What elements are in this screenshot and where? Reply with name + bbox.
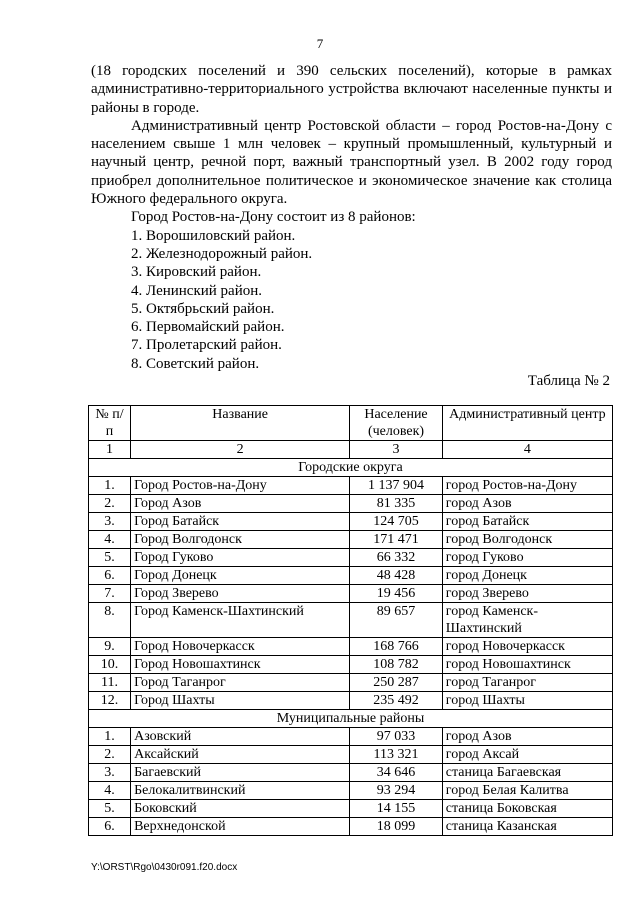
cell-population: 168 766 (350, 638, 443, 656)
cell-number: 2. (89, 746, 131, 764)
district-item: 7. Пролетарский район. (131, 337, 282, 354)
cell-number: 4. (89, 782, 131, 800)
table-row (89, 728, 613, 746)
cell-admin-center: город Белая Калитва (442, 782, 612, 800)
table-row (89, 656, 613, 674)
header-name: Название (131, 406, 350, 441)
cell-population: 93 294 (350, 782, 443, 800)
table-row (89, 782, 613, 800)
cell-population: 97 033 (350, 728, 443, 746)
table-header-row (89, 406, 613, 441)
table-row (89, 477, 613, 495)
column-number: 3 (350, 441, 443, 459)
table-row (89, 800, 613, 818)
district-item: 4. Ленинский район. (131, 282, 263, 299)
file-path-footer: Y:\ORST\Rgo\0430r091.f20.docx (91, 862, 238, 873)
table-row (89, 531, 613, 549)
column-numbers-row (89, 441, 613, 459)
cell-name: Город Гуково (131, 549, 350, 567)
cell-population: 48 428 (350, 567, 443, 585)
cell-number: 9. (89, 638, 131, 656)
table-row (89, 549, 613, 567)
cell-number: 7. (89, 585, 131, 603)
cell-admin-center: город Ростов-на-Дону (442, 477, 612, 495)
table-row (89, 692, 613, 710)
table-row (89, 513, 613, 531)
cell-admin-center: станица Казанская (442, 818, 612, 836)
cell-admin-center: город Новошахтинск (442, 656, 612, 674)
cell-name: Город Каменск-Шахтинский (131, 603, 350, 638)
district-item: 2. Железнодорожный район. (131, 245, 313, 262)
cell-name: Город Донецк (131, 567, 350, 585)
cell-population: 18 099 (350, 818, 443, 836)
header-admin-center: Административный центр (442, 406, 612, 441)
population-table (88, 405, 613, 836)
table-row (89, 567, 613, 585)
cell-number: 3. (89, 513, 131, 531)
section-header-row (89, 459, 613, 477)
cell-number: 3. (89, 764, 131, 782)
cell-name: Город Шахты (131, 692, 350, 710)
cell-name: Город Батайск (131, 513, 350, 531)
cell-population: 113 321 (350, 746, 443, 764)
cell-name: Город Азов (131, 495, 350, 513)
cell-population: 89 657 (350, 603, 443, 638)
table-row (89, 764, 613, 782)
cell-name: Город Таганрог (131, 674, 350, 692)
cell-number: 5. (89, 800, 131, 818)
cell-number: 6. (89, 567, 131, 585)
section-title: Муниципальные районы (89, 710, 613, 728)
cell-number: 1. (89, 477, 131, 495)
table-caption: Таблица № 2 (527, 373, 610, 389)
paragraph-districts-intro: Город Ростов-на-Дону состоит из 8 районов: (131, 209, 416, 226)
table-row (89, 585, 613, 603)
cell-name: Азовский (131, 728, 350, 746)
cell-admin-center: станица Багаевская (442, 764, 612, 782)
cell-name: Боковский (131, 800, 350, 818)
cell-admin-center: город Волгодонск (442, 531, 612, 549)
district-item: 3. Кировский район. (131, 264, 262, 281)
cell-number: 10. (89, 656, 131, 674)
cell-name: Город Зверево (131, 585, 350, 603)
cell-population: 171 471 (350, 531, 443, 549)
column-number: 4 (442, 441, 612, 459)
section-title: Городские округа (89, 459, 613, 477)
table-row (89, 495, 613, 513)
cell-name: Город Волгодонск (131, 531, 350, 549)
cell-population: 250 287 (350, 674, 443, 692)
district-item: 1. Ворошиловский район. (131, 227, 296, 244)
cell-number: 5. (89, 549, 131, 567)
cell-population: 108 782 (350, 656, 443, 674)
cell-population: 124 705 (350, 513, 443, 531)
cell-admin-center: город Таганрог (442, 674, 612, 692)
cell-number: 8. (89, 603, 131, 638)
cell-name: Белокалитвинский (131, 782, 350, 800)
cell-name: Аксайский (131, 746, 350, 764)
cell-admin-center: город Зверево (442, 585, 612, 603)
cell-population: 66 332 (350, 549, 443, 567)
cell-number: 4. (89, 531, 131, 549)
table-row (89, 818, 613, 836)
column-number: 1 (89, 441, 131, 459)
cell-population: 1 137 904 (350, 477, 443, 495)
cell-admin-center: город Новочеркасск (442, 638, 612, 656)
paragraph-admin-center: Административный центр Ростовской области – город Ростов-на-Дону с населением свыше 1 млн человек – крупный промышленный, культурный и научный центр, речной порт, важный транспортный узел. В 2002 году город приобрел дополнительное политическое и экономическое значение как столица Южного федерального округа. (91, 117, 612, 208)
cell-admin-center: город Шахты (442, 692, 612, 710)
section-header-row (89, 710, 613, 728)
cell-name: Город Новошахтинск (131, 656, 350, 674)
table-row (89, 674, 613, 692)
cell-population: 14 155 (350, 800, 443, 818)
district-item: 6. Первомайский район. (131, 319, 285, 336)
cell-admin-center: город Аксай (442, 746, 612, 764)
paragraph-continuation: (18 городских поселений и 390 сельских поселений), которые в рамках административно-территориального устройства включают населенные пункты и районы в городе. (91, 63, 612, 116)
district-item: 5. Октябрьский район. (131, 300, 275, 317)
cell-number: 1. (89, 728, 131, 746)
cell-admin-center: город Гуково (442, 549, 612, 567)
cell-name: Верхнедонской (131, 818, 350, 836)
table-row (89, 746, 613, 764)
cell-name: Багаевский (131, 764, 350, 782)
header-number: № п/п (89, 406, 131, 441)
cell-admin-center: город Азов (442, 495, 612, 513)
table-body (89, 459, 613, 836)
table-row (89, 603, 613, 638)
cell-number: 12. (89, 692, 131, 710)
district-item: 8. Советский район. (131, 355, 260, 372)
body-text (91, 62, 612, 373)
cell-admin-center: город Донецк (442, 567, 612, 585)
cell-admin-center: город Азов (442, 728, 612, 746)
table-row (89, 638, 613, 656)
cell-population: 235 492 (350, 692, 443, 710)
column-number: 2 (131, 441, 350, 459)
cell-admin-center: город Каменск-Шахтинский (442, 603, 612, 638)
cell-admin-center: станица Боковская (442, 800, 612, 818)
cell-name: Город Новочеркасск (131, 638, 350, 656)
cell-population: 81 335 (350, 495, 443, 513)
header-population: Население (человек) (350, 406, 443, 441)
cell-number: 11. (89, 674, 131, 692)
cell-number: 2. (89, 495, 131, 513)
page-number: 7 (316, 36, 324, 51)
cell-population: 19 456 (350, 585, 443, 603)
cell-population: 34 646 (350, 764, 443, 782)
cell-admin-center: город Батайск (442, 513, 612, 531)
cell-name: Город Ростов-на-Дону (131, 477, 350, 495)
cell-number: 6. (89, 818, 131, 836)
